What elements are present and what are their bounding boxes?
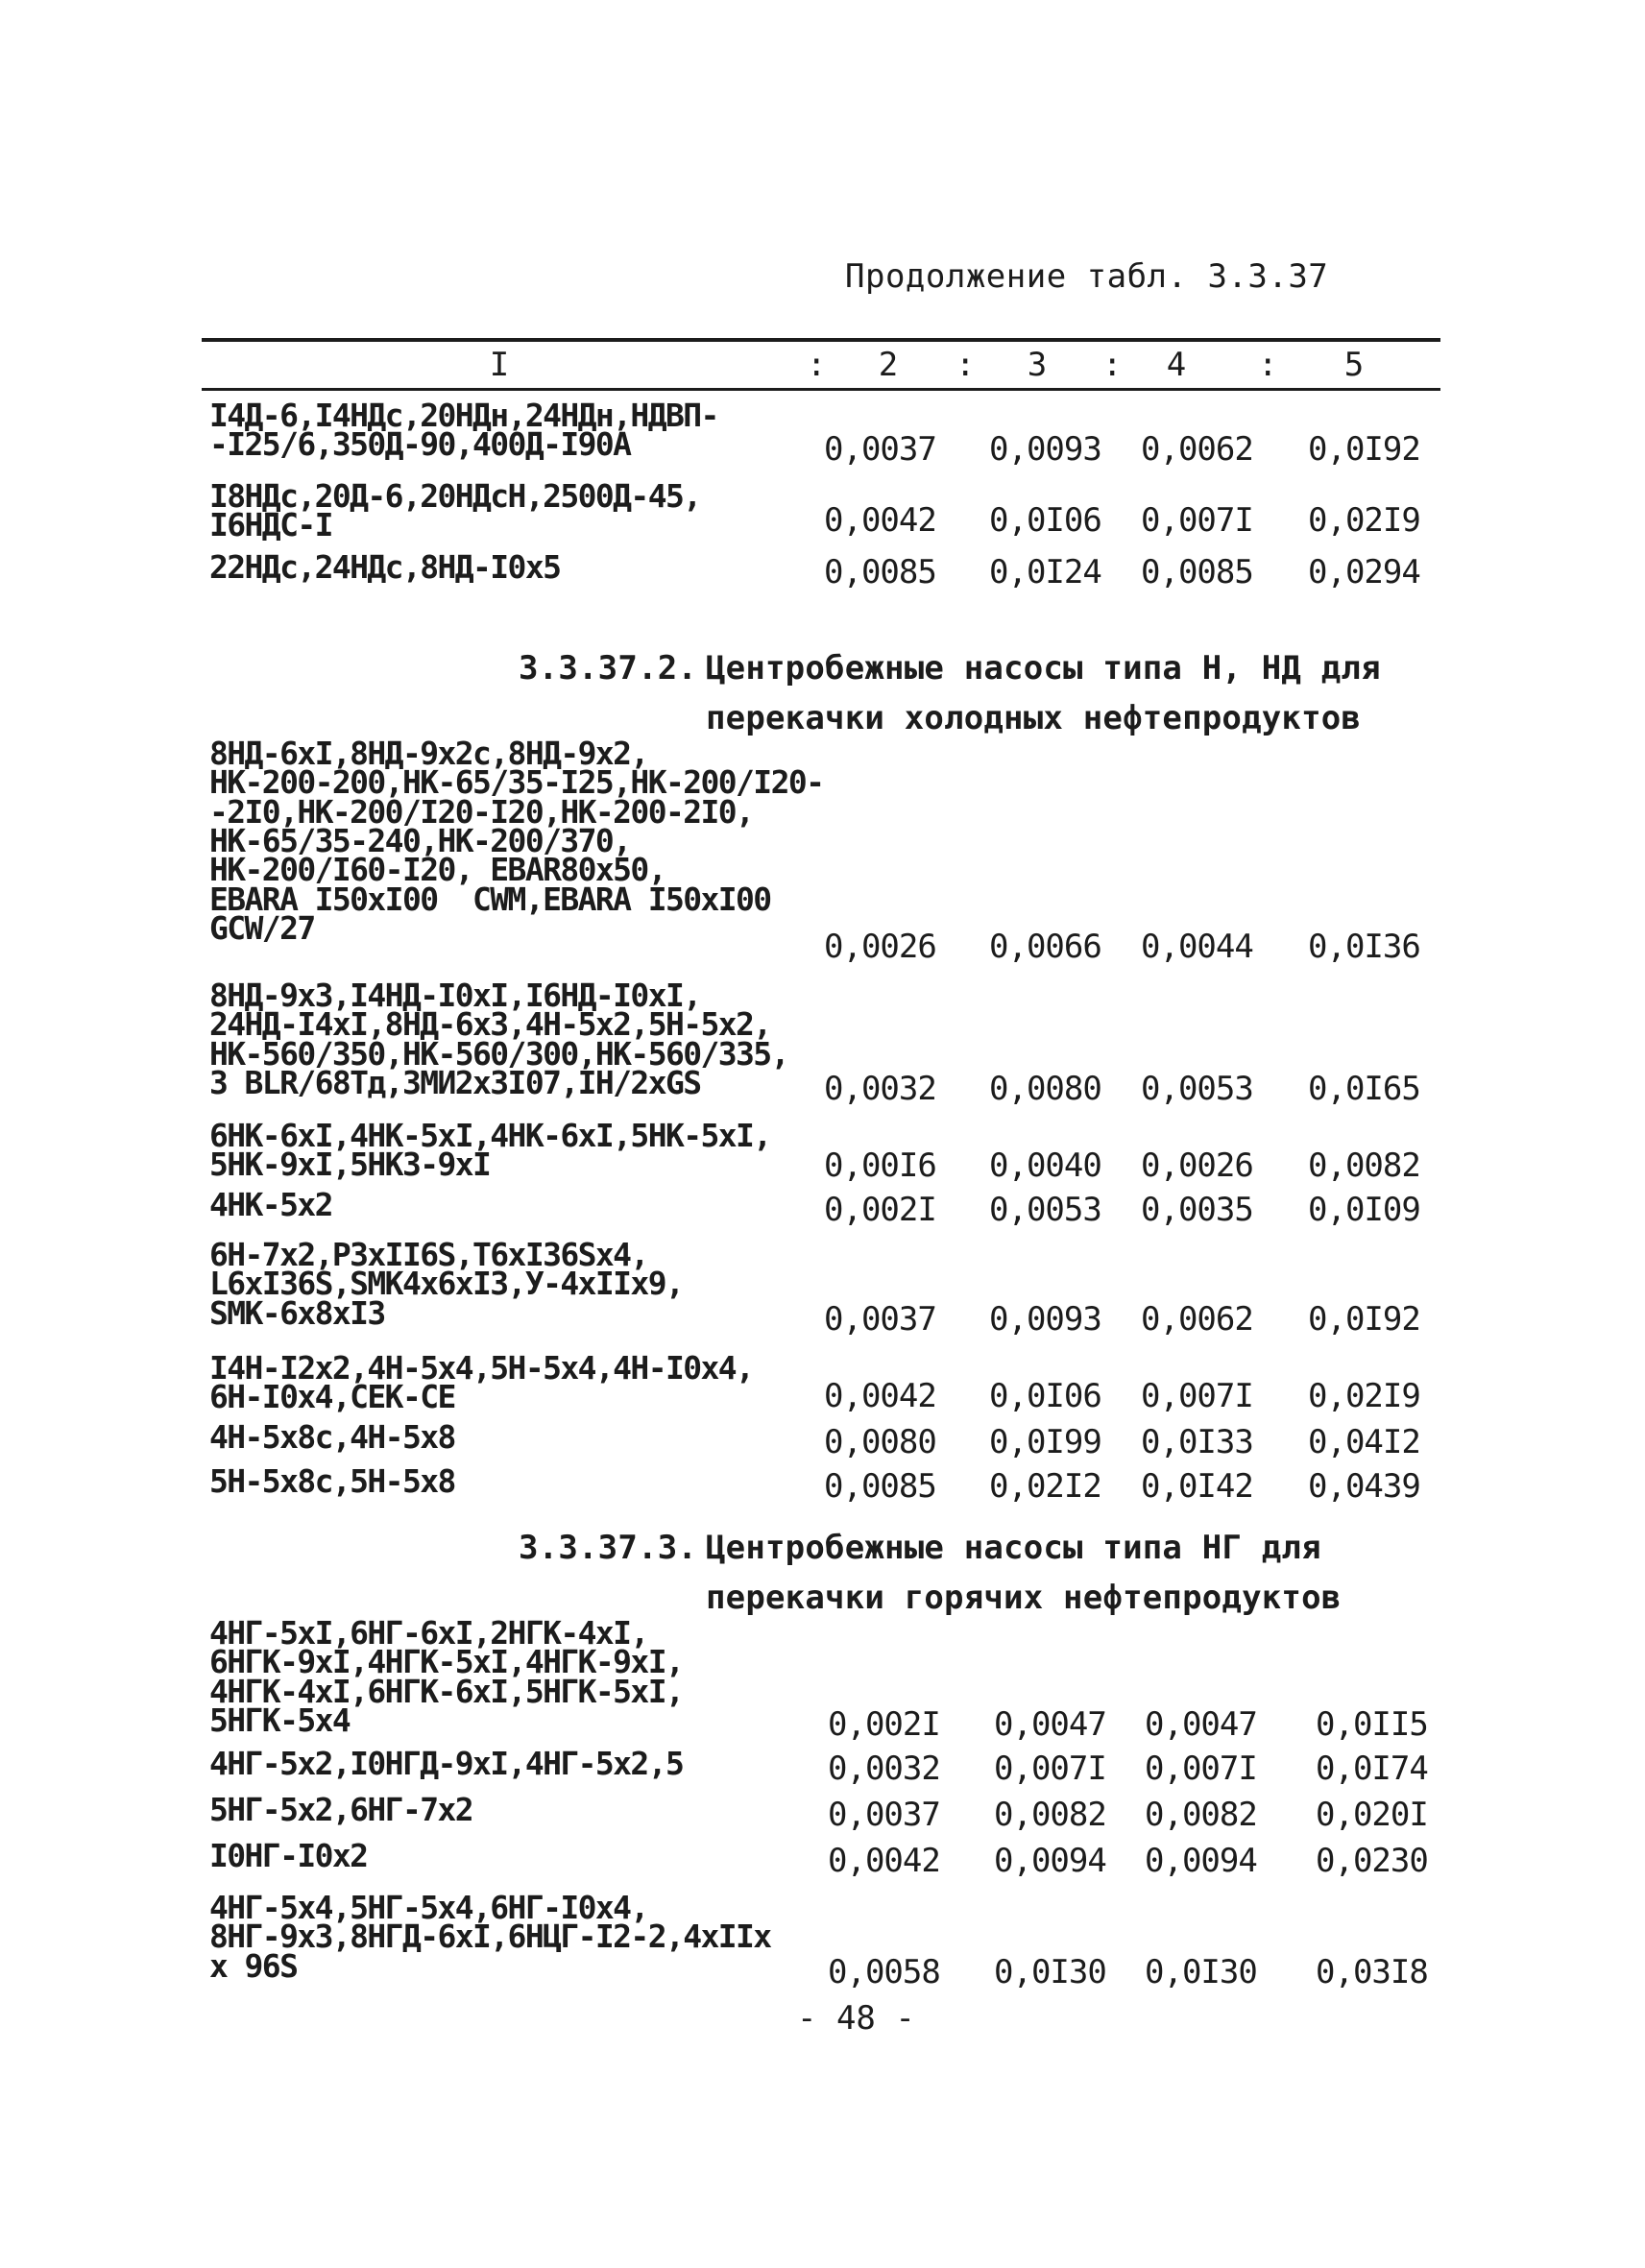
value-col-5: 0,0I74 bbox=[1316, 1749, 1428, 1788]
value-col-2: 0,002I bbox=[828, 1705, 940, 1744]
page-number: - 48 - bbox=[797, 1999, 915, 2038]
value-col-4: 0,0I33 bbox=[1141, 1423, 1253, 1461]
value-col-2: 0,0026 bbox=[824, 928, 936, 966]
value-col-4: 0,0062 bbox=[1141, 1300, 1253, 1339]
value-col-3: 0,0093 bbox=[989, 430, 1101, 469]
value-col-4: 0,007I bbox=[1141, 1377, 1253, 1415]
value-col-5: 0,0230 bbox=[1316, 1842, 1428, 1880]
header-separator: : bbox=[807, 346, 827, 384]
value-col-2: 0,0032 bbox=[828, 1749, 940, 1788]
header-separator: : bbox=[956, 346, 976, 384]
value-col-4: 0,007I bbox=[1141, 501, 1253, 540]
section-title-line-2: перекачки холодных нефтепродуктов bbox=[706, 699, 1362, 737]
pump-models: 4Н-5х8с,4Н-5х8 bbox=[209, 1418, 455, 1456]
value-col-3: 0,0093 bbox=[989, 1300, 1101, 1339]
header-col-2: 2 bbox=[878, 346, 899, 384]
header-separator: : bbox=[1102, 346, 1123, 384]
value-col-2: 0,0080 bbox=[824, 1423, 936, 1461]
value-col-4: 0,0I30 bbox=[1145, 1953, 1257, 1991]
value-col-3: 0,0053 bbox=[989, 1191, 1101, 1229]
value-col-4: 0,007I bbox=[1145, 1749, 1257, 1788]
pump-models: 4НК-5х2 bbox=[209, 1186, 332, 1223]
value-col-2: 0,002I bbox=[824, 1191, 936, 1229]
pump-models: I8НДс,20Д-6,20НДсН,2500Д-45, I6НДС-I bbox=[209, 477, 701, 544]
header-col-3: 3 bbox=[1027, 346, 1048, 384]
section-title-line-1: Центробежные насосы типа НГ для bbox=[706, 1529, 1321, 1567]
value-col-4: 0,0035 bbox=[1141, 1191, 1253, 1229]
table-header-top-rule bbox=[202, 338, 1440, 342]
pump-models: 4НГ-5х2,I0НГД-9хI,4НГ-5х2,5 bbox=[209, 1745, 684, 1782]
value-col-4: 0,0026 bbox=[1141, 1146, 1253, 1185]
value-col-4: 0,0082 bbox=[1145, 1796, 1257, 1834]
pump-models: 22НДс,24НДс,8НД-I0х5 bbox=[209, 548, 561, 586]
section-number: 3.3.37.2. bbox=[519, 649, 698, 688]
value-col-2: 0,0042 bbox=[824, 501, 936, 540]
value-col-4: 0,0I42 bbox=[1141, 1467, 1253, 1506]
pump-models: 5Н-5х8с,5Н-5х8 bbox=[209, 1462, 455, 1500]
value-col-2: 0,0042 bbox=[828, 1842, 940, 1880]
header-col-5: 5 bbox=[1343, 346, 1365, 384]
value-col-4: 0,0062 bbox=[1141, 430, 1253, 469]
header-col-4: 4 bbox=[1166, 346, 1187, 384]
value-col-5: 0,02I9 bbox=[1308, 501, 1420, 540]
table-continuation-caption: Продолжение табл. 3.3.37 bbox=[845, 257, 1329, 296]
value-col-3: 0,0I99 bbox=[989, 1423, 1101, 1461]
value-col-5: 0,020I bbox=[1316, 1796, 1428, 1834]
table-header bbox=[0, 346, 1645, 384]
section-number: 3.3.37.3. bbox=[519, 1529, 698, 1567]
pump-models: I0НГ-I0х2 bbox=[209, 1837, 368, 1874]
value-col-3: 0,0I06 bbox=[989, 1377, 1101, 1415]
value-col-3: 0,007I bbox=[994, 1749, 1106, 1788]
section-title-line-2: перекачки горячих нефтепродуктов bbox=[706, 1579, 1342, 1617]
pump-models: 4НГ-5хI,6НГ-6хI,2НГК-4хI, 6НГК-9хI,4НГК-5хI,4НГК-9хI, 4НГК-4хI,6НГК-6хI,5НГК-5хI, 5НГК-5х4 bbox=[209, 1614, 684, 1740]
value-col-3: 0,0I06 bbox=[989, 501, 1101, 540]
value-col-2: 0,0058 bbox=[828, 1953, 940, 1991]
value-col-5: 0,0I65 bbox=[1308, 1070, 1420, 1108]
value-col-4: 0,0085 bbox=[1141, 553, 1253, 591]
value-col-3: 0,0094 bbox=[994, 1842, 1106, 1880]
value-col-3: 0,0040 bbox=[989, 1146, 1101, 1185]
value-col-2: 0,0037 bbox=[828, 1796, 940, 1834]
value-col-5: 0,04I2 bbox=[1308, 1423, 1420, 1461]
value-col-5: 0,0I09 bbox=[1308, 1191, 1420, 1229]
value-col-5: 0,03I8 bbox=[1316, 1953, 1428, 1991]
pump-models: 6Н-7х2,Р3хII6S,Т6хI36Sх4, L6хI36S,SМК4х6хI3,У-4хIIх9, SМК-6х8хI3 bbox=[209, 1236, 684, 1332]
value-col-3: 0,0082 bbox=[994, 1796, 1106, 1834]
value-col-4: 0,0094 bbox=[1145, 1842, 1257, 1880]
pump-models: 4НГ-5х4,5НГ-5х4,6НГ-I0х4, 8НГ-9х3,8НГД-6хI,6НЦГ-I2-2,4хIIх х 96S bbox=[209, 1889, 771, 1985]
pump-models: I4Д-6,I4НДс,20НДн,24НДн,НДВП- -I25/6,350Д-90,400Д-I90А bbox=[209, 397, 718, 464]
value-col-2: 0,0085 bbox=[824, 1467, 936, 1506]
value-col-5: 0,02I9 bbox=[1308, 1377, 1420, 1415]
pump-models: 5НГ-5х2,6НГ-7х2 bbox=[209, 1791, 473, 1828]
section-title-line-1: Центробежные насосы типа Н, НД для bbox=[706, 649, 1381, 688]
value-col-4: 0,0053 bbox=[1141, 1070, 1253, 1108]
table-header-bottom-rule bbox=[202, 388, 1440, 391]
value-col-2: 0,0032 bbox=[824, 1070, 936, 1108]
value-col-5: 0,0294 bbox=[1308, 553, 1420, 591]
value-col-3: 0,0047 bbox=[994, 1705, 1106, 1744]
value-col-3: 0,0066 bbox=[989, 928, 1101, 966]
header-separator: : bbox=[1258, 346, 1278, 384]
pump-models: 8НД-9х3,I4НД-I0хI,I6НД-I0хI, 24НД-I4хI,8НД-6х3,4Н-5х2,5Н-5х2, НК-560/350,НК-560/300,НК-560/335, 3 BLR/68Тд,3МИ2х3I07,IН/2хGS bbox=[209, 977, 788, 1102]
value-col-4: 0,0047 bbox=[1145, 1705, 1257, 1744]
header-col-1: I bbox=[489, 346, 510, 384]
value-col-5: 0,0I36 bbox=[1308, 928, 1420, 966]
value-col-2: 0,0037 bbox=[824, 430, 936, 469]
value-col-5: 0,0082 bbox=[1308, 1146, 1420, 1185]
value-col-5: 0,0II5 bbox=[1316, 1705, 1428, 1744]
value-col-2: 0,0085 bbox=[824, 553, 936, 591]
value-col-4: 0,0044 bbox=[1141, 928, 1253, 966]
value-col-2: 0,0042 bbox=[824, 1377, 936, 1415]
value-col-3: 0,0I24 bbox=[989, 553, 1101, 591]
value-col-3: 0,0I30 bbox=[994, 1953, 1106, 1991]
pump-models: 6НК-6хI,4НК-5хI,4НК-6хI,5НК-5хI, 5НК-9хI,5НК3-9хI bbox=[209, 1117, 771, 1184]
pump-models: 8НД-6хI,8НД-9х2с,8НД-9х2, НК-200-200,НК-65/35-I25,НК-200/I20- -2I0,НК-200/I20-I20,НК-200-2I0, НК-65/35-240,НК-200/370, НК-200/I60-I20, EBAR80х50, EBARA I50хI00 CWM,EBARA I50хI00 GCW/27 bbox=[209, 735, 824, 948]
value-col-2: 0,0037 bbox=[824, 1300, 936, 1339]
value-col-3: 0,02I2 bbox=[989, 1467, 1101, 1506]
value-col-2: 0,00I6 bbox=[824, 1146, 936, 1185]
pump-models: I4Н-I2х2,4Н-5х4,5Н-5х4,4Н-I0х4, 6Н-I0х4,СЕК-СЕ bbox=[209, 1349, 754, 1416]
value-col-5: 0,0I92 bbox=[1308, 1300, 1420, 1339]
value-col-5: 0,0I92 bbox=[1308, 430, 1420, 469]
value-col-5: 0,0439 bbox=[1308, 1467, 1420, 1506]
value-col-3: 0,0080 bbox=[989, 1070, 1101, 1108]
